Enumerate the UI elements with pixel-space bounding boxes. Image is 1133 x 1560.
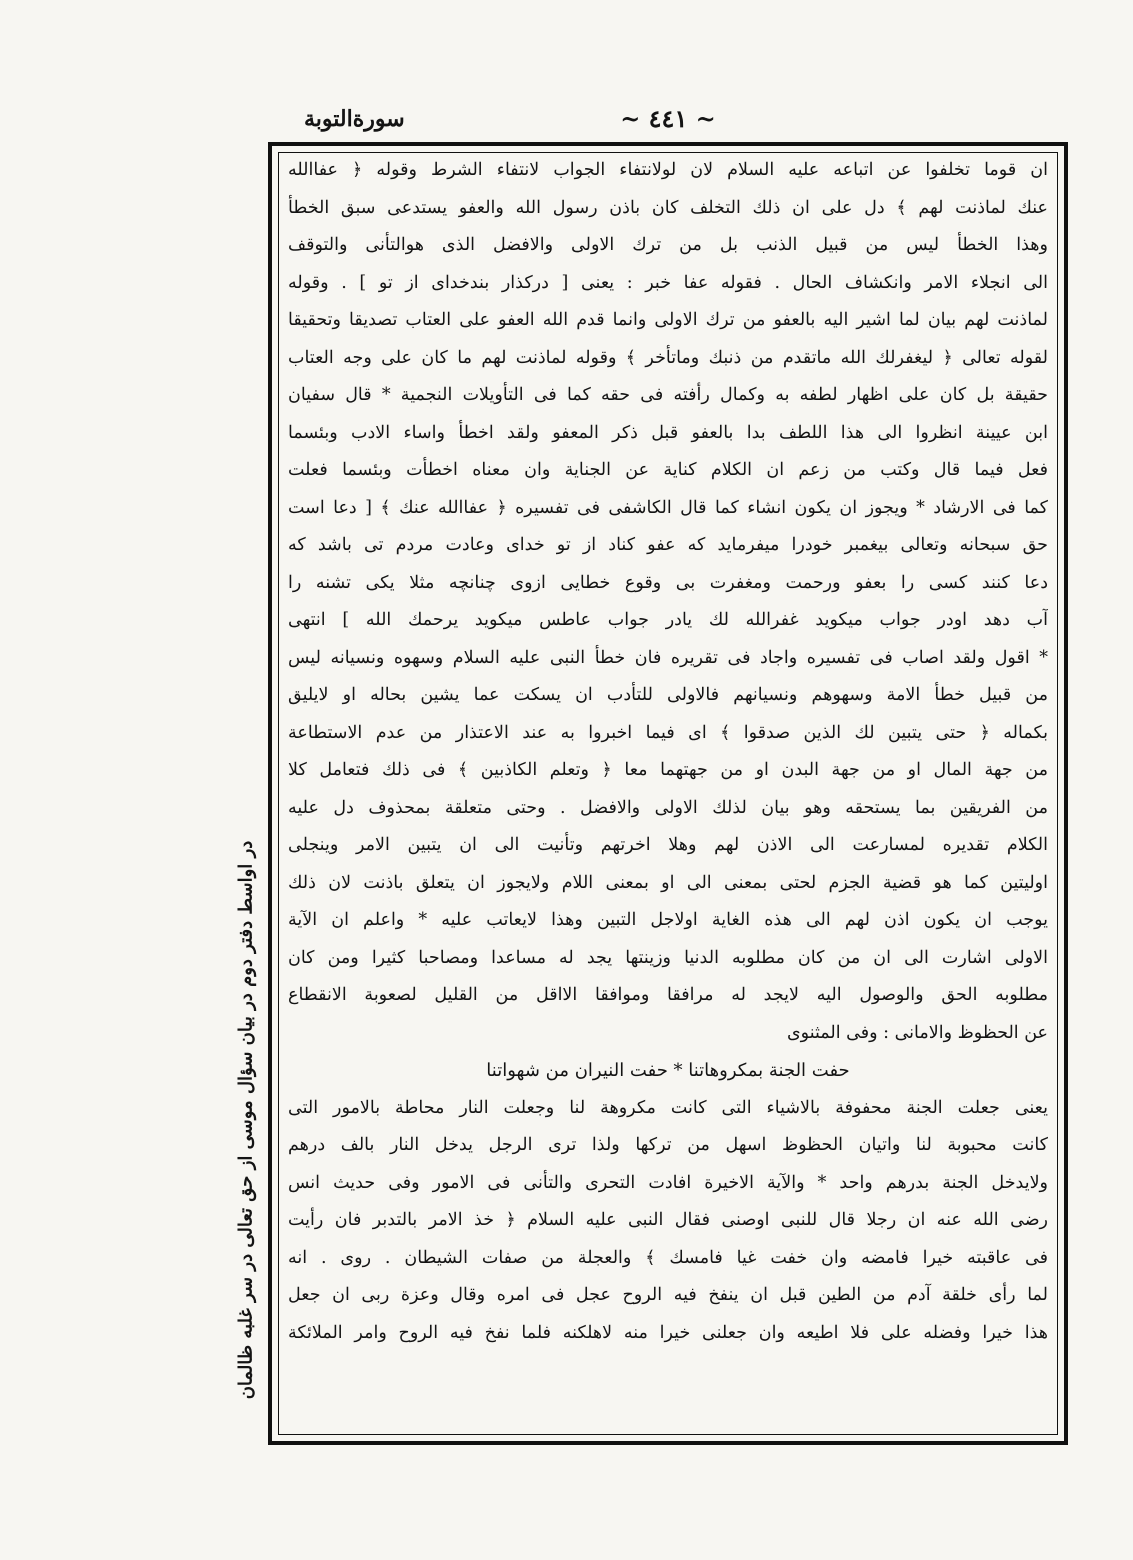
text-line: لقوله تعالى ﴿ ليغفرلك الله ماتقدم من ذنبك وماتأخر ﴾ وقوله لماذنت لهم ما كان على وجه العتاب <box>288 347 1048 368</box>
margin-note-text: در اواسط دفتر دوم در بیان سؤال موسی از حق تعالی در سر غلبه ظالمان <box>235 840 257 1400</box>
text-line: فى عاقبته خيرا فامضه وان خفت غيا فامسك ﴾ والعجلة من صفات الشيطان . روى . انه <box>288 1247 1048 1268</box>
text-line: لما رأى خلقة آدم من الطين قبل ان ينفخ فيه الروح عجل فى امره وقال وعزة ربى ان جعل <box>288 1285 1048 1305</box>
body-text <box>288 152 1048 1352</box>
text-line: يعنى جعلت الجنة محفوفة بالاشياء التى كانت مكروهة لنا وجعلت النار محاطة بالامور التى <box>288 1097 1048 1118</box>
text-line: ولايدخل الجنة بدرهم واحد * والآية الاخيرة افادت التحرى والتأنى فى الامور وفى حديث انس <box>288 1172 1048 1193</box>
text-line: حق سبحانه وتعالى بيغمبر خودرا ميفرمايد كه عفو كناد از تو خداى وعادت مردم تى باشد كه <box>288 535 1048 555</box>
text-line: الى انجلاء الامر وانكشاف الحال . فقوله عفا خبر : يعنى [ دركذار بندخداى از تو ] . وقوله <box>288 272 1048 293</box>
text-line: ان قوما تخلفوا عن اتباعه عليه السلام لان لولانتفاء الجواب لانتفاء الشرط وقوله ﴿ عفاالله <box>288 160 1048 180</box>
text-line: كما فى الارشاد * ويجوز ان يكون انشاء كما قال الكاشفى فى تفسيره ﴿ عفاالله عنك ﴾ [ دعا است <box>288 497 1048 518</box>
text-line: الاولى اشارت الى ان من كان مطلوبه الدنيا وزينتها يجد له مساعدا ومصاحبا كثيرا ومن كان <box>288 947 1048 968</box>
poetry-verse: حفت الجنة بمكروهاتنا * حفت النيران من شهواتنا <box>486 1060 850 1081</box>
text-line: من قبيل خطأ الامة وسهوهم ونسيانهم فالاولى للتأدب ان يسكت عما يشين بحاله او لايليق <box>288 685 1048 705</box>
text-line: * اقول ولقد اصاب فى تفسيره واجاد فى تقريره فان خطأ النبى عليه السلام وسهوه ونسيانه ليس <box>288 647 1048 668</box>
text-line: رضى الله عنه ان رجلا قال للنبى اوصنى فقال النبى عليه السلام ﴿ خذ الامر بالتدبر فان رأيت <box>288 1210 1048 1230</box>
text-line: عن الحظوظ والامانى : وفى المثنوى <box>786 1022 1048 1043</box>
text-line: اوليتين كما هو قضية الجزم لحتى بمعنى الى او بمعنى اللام ولايجوز ان يتعلق باذنت لان ذلك <box>288 872 1048 893</box>
text-line: كانت محبوبة لنا واتيان الحظوظ اسهل من تركها ولذا ترى الرجل يدخل النار بالف درهم <box>288 1135 1048 1155</box>
text-line: دعا كنند كسى را بعفو ورحمت ومغفرت بى وقوع خطايى ازوى چنانچه مثلا يكى تشنه را <box>288 572 1048 593</box>
text-line: الكلام تقديره لمسارعت الى الاذن لهم وهلا اخرتهم وتأنيت الى ان يتبين الامر وينجلى <box>288 835 1048 855</box>
text-line: لماذنت لهم بيان لما اشير اليه بالعفو من ترك الاولى وانما قدم الله العفو على العتاب تصديقا وتحقيقا <box>288 310 1048 330</box>
text-line: فعل فيما قال وكتب من زعم ان الكلام كناية عن الجناية وان معناه اخطأت وبئسما فعلت <box>288 460 1048 480</box>
text-line: ابن عيينة انظروا الى هذا اللطف بدا بالعفو قبل ذكر المعفو ولقد اخطأ واساء الادب وبئسما <box>288 422 1048 443</box>
page-number: ~ ٤٤١ ~ <box>620 104 716 133</box>
page-header <box>268 104 1068 138</box>
text-line: حقيقة بل كان على اظهار لطفه به وكمال رأفته فى حقه كما فى التأويلات النجمية * قال سفيان <box>288 385 1048 405</box>
text-line: وهذا الخطأ ليس من قبيل الذنب بل من ترك الاولى والافضل الذى هوالتأنى والتوقف <box>288 235 1048 255</box>
text-frame <box>268 142 1068 1445</box>
text-line: بكماله ﴿ حتى يتبين لك الذين صدقوا ﴾ اى فيما اخبروا به عند الاعتذار من عدم الاستطاعة <box>288 722 1048 743</box>
text-line: آب دهد اودر جواب ميكويد غفرالله لك يادر جواب عاطس ميكويد يرحمك الله ] انتهى <box>288 610 1048 630</box>
text-line: يوجب ان يكون اذن لهم الى هذه الغاية اولاجل التبين وهذا لايعاتب عليه * واعلم ان الآية <box>288 910 1048 930</box>
text-line: من الفريقين بما يستحقه وهو بيان لذلك الاولى والافضل . وحتى متعلقة بمحذوف دل عليه <box>288 797 1048 818</box>
margin-note <box>228 800 264 1440</box>
surah-title: سورةالتوبة <box>304 106 405 132</box>
text-line: هذا خيرا وفضله على فلا اطيعه وان جعلنى خيرا منه لاهلكنه فلما نفخ فيه الروح وامر الملائكة <box>288 1322 1048 1343</box>
text-line: عنك لماذنت لهم ﴾ دل على ان ذلك التخلف كان باذن رسول الله والعفو يستدعى سبق الخطأ <box>288 197 1048 218</box>
text-line: مطلوبه الحق والوصول اليه لايجد له مرافقا وموافقا الااقل من القليل لصعوبة الانقطاع <box>288 985 1048 1005</box>
text-line: من جهة المال او من جهة البدن او من جهتهما معا ﴿ وتعلم الكاذبين ﴾ فى ذلك فتعامل كلا <box>288 760 1048 780</box>
